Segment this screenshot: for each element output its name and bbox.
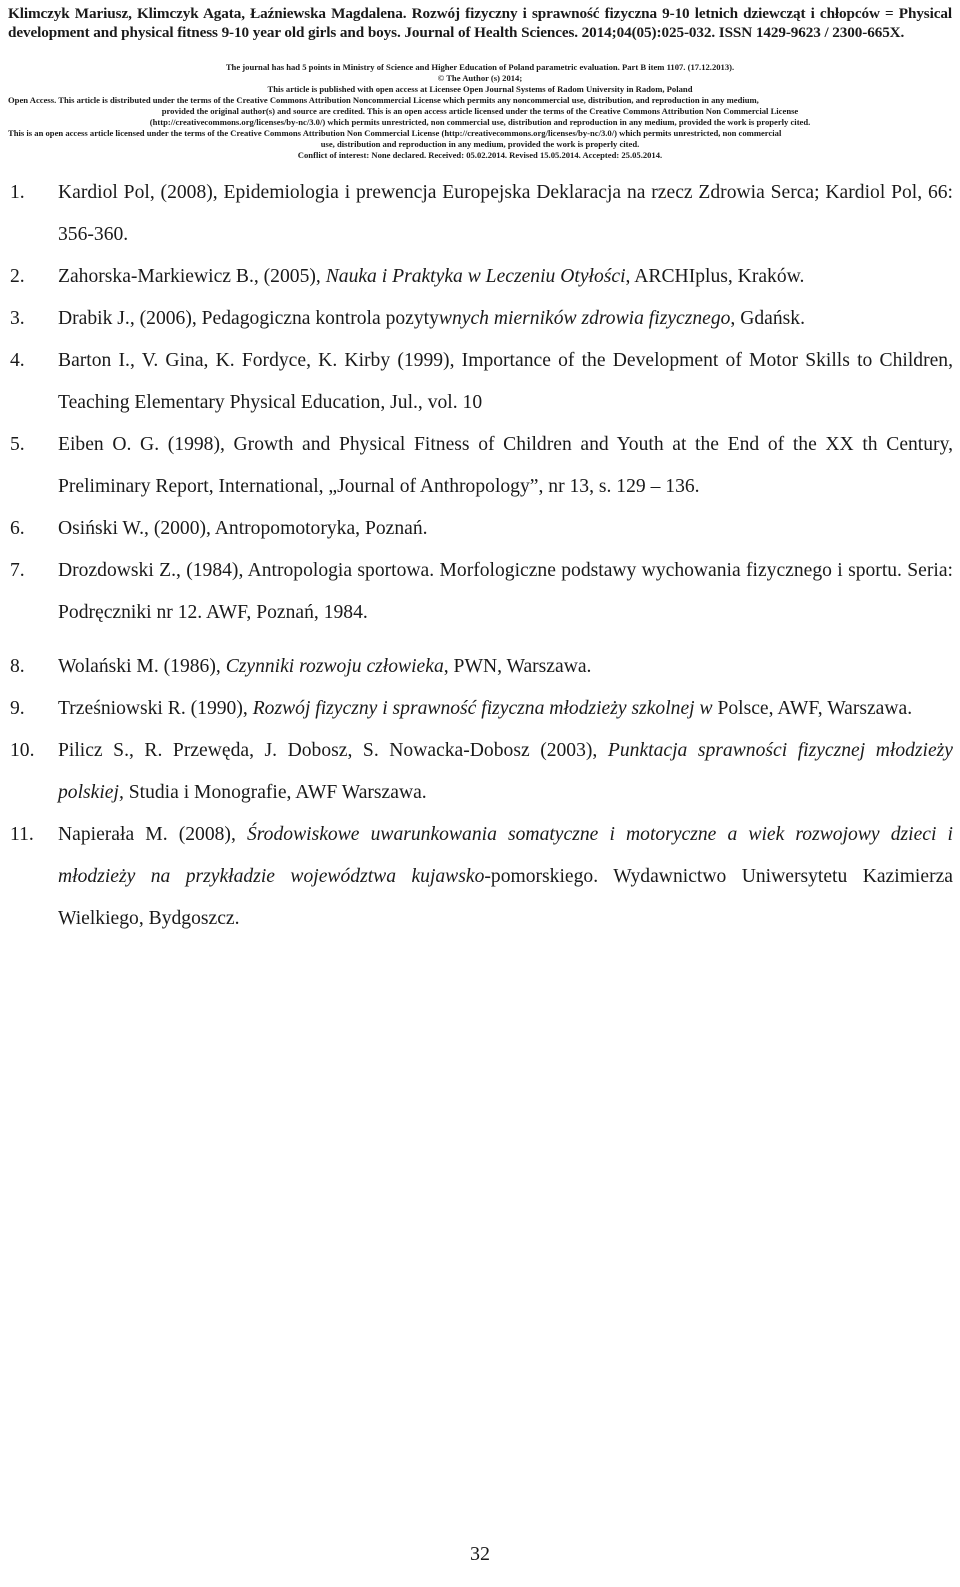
notice-line: The journal has had 5 points in Ministry of Science and Higher Education of Poland parametric evaluation. Part B item 1107. (17.12.2013). [225, 62, 735, 72]
reference-item [10, 688, 953, 730]
reference-item [10, 730, 953, 814]
reference-title-italic: Nauka i Praktyka w Leczeniu Otyłości [325, 266, 626, 287]
reference-text: Studia i Monografie, AWF Warszawa. [123, 782, 427, 803]
notice-line: provided the original author(s) and source are credited. This is an open access article licensed under the terms of the Creative Commons Attribution Non Commercial License [161, 106, 799, 116]
reference-title-italic: Środowiskowe uwarunkowania somatyczne i motoryczne a wiek rozwojowy dzieci i młodzieży na przykładzie województwa kujawsko [58, 824, 953, 887]
reference-text: -pomorskiego. Wydawnictwo Uniwersytetu Kazimierza Wielkiego, Bydgoszcz. [58, 866, 953, 929]
reference-title-italic: wnych mierników zdrowia fizycznego [438, 308, 731, 329]
reference-text: Kardiol Pol, (2008), Epidemiologia i prewencja Europejska Deklaracja na rzecz Zdrowia Serca; Kardiol Pol, 66: 356-360. [58, 182, 953, 245]
reference-item [10, 424, 953, 508]
reference-title-italic: Rozwój fizyczny i sprawność fizyczna młodzieży szkolnej w [252, 698, 713, 719]
reference-text: Polsce, AWF, Warszawa. [712, 698, 913, 719]
license-notice [0, 62, 960, 161]
reference-text: Osiński W., (2000), Antropomotoryka, Poznań. [58, 518, 428, 539]
reference-number: 5. [10, 434, 25, 455]
reference-number: 7. [10, 560, 25, 581]
reference-number: 11. [10, 824, 34, 845]
reference-item [10, 340, 953, 424]
reference-text: Barton I., V. Gina, K. Fordyce, K. Kirby (1999), Importance of the Development of Motor Skills to Children, Teaching Elementary Physical Education, Jul., vol. 10 [58, 350, 953, 413]
notice-line: This is an open access article licensed under the terms of the Creative Commons Attribution Non Commercial License (http://creativecommons.org/licenses/by-nc/3.0/) which permits unrestricted, non commercial [8, 128, 782, 138]
reference-text: , Gdańsk. [730, 308, 805, 329]
reference-number: 9. [10, 698, 25, 719]
reference-number: 10. [10, 740, 35, 761]
reference-text: Pilicz S., R. Przewęda, J. Dobosz, S. Nowacka-Dobosz (2003), [58, 740, 608, 761]
reference-title-italic: Punktacja sprawności fizycznej młodzieży polskiej, [58, 740, 953, 803]
notice-line: This article is published with open access at Licensee Open Journal Systems of Radom University in Radom, Poland [267, 84, 693, 94]
notice-line: Open Access. This article is distributed under the terms of the Creative Commons Attribution Noncommercial License which permits any noncommercial use, distribution, and reproduction in any medium, [8, 95, 759, 105]
page-number: 32 [470, 1543, 490, 1565]
reference-text: Zahorska-Markiewicz B., (2005), [58, 266, 326, 287]
reference-title-italic: Czynniki rozwoju człowieka [225, 656, 444, 677]
notice-line: Conflict of interest: None declared. Received: 05.02.2014. Revised 15.05.2014. Accepted: 25.05.2014. [297, 150, 663, 160]
article-header [8, 4, 952, 42]
reference-text: Trześniowski R. (1990), [58, 698, 253, 719]
reference-number: 2. [10, 266, 25, 287]
reference-number: 1. [10, 182, 25, 203]
reference-text: Napierała M. (2008), [58, 824, 247, 845]
reference-item [10, 814, 953, 940]
reference-number: 3. [10, 308, 25, 329]
reference-item [10, 550, 953, 634]
reference-text: , PWN, Warszawa. [443, 656, 592, 677]
reference-number: 8. [10, 656, 25, 677]
article-citation: Klimczyk Mariusz, Klimczyk Agata, Łaźniewska Magdalena. Rozwój fizyczny i sprawność fizyczna 9-10 letnich dziewcząt i chłopców = Physical development and physical fitness 9-10 year old girls and boys. Journal of Health Sciences. 2014;04(05):025-032. ISSN 1429-9623 / 2300-665X. [8, 5, 952, 41]
reference-item [10, 298, 953, 340]
reference-item [10, 172, 953, 256]
reference-item [10, 256, 953, 298]
reference-text: Drozdowski Z., (1984), Antropologia sportowa. Morfologiczne podstawy wychowania fizycznego i sportu. Seria: Podręczniki nr 12. AWF, Poznań, 1984. [58, 560, 953, 623]
reference-number: 6. [10, 518, 25, 539]
reference-text: Eiben O. G. (1998), Growth and Physical Fitness of Children and Youth at the End of the XX th Century, Preliminary Report, International, „Journal of Anthropology”, nr 13, s. 129 – 136. [58, 434, 953, 497]
notice-line: (http://creativecommons.org/licenses/by-nc/3.0/) which permits unrestricted, non commercial use, distribution and reproduction in any medium, provided the work is properly cited. [149, 117, 811, 127]
reference-text: Drabik J., (2006), Pedagogiczna kontrola pozyty [58, 308, 439, 329]
reference-text: , ARCHIplus, Kraków. [625, 266, 805, 287]
notice-line: use, distribution and reproduction in any medium, provided the work is properly cited. [320, 139, 640, 149]
reference-text: Wolański M. (1986), [58, 656, 226, 677]
reference-list [10, 172, 953, 940]
reference-item [10, 508, 953, 550]
reference-item [10, 646, 953, 688]
reference-number: 4. [10, 350, 25, 371]
notice-line: © The Author (s) 2014; [437, 73, 523, 83]
